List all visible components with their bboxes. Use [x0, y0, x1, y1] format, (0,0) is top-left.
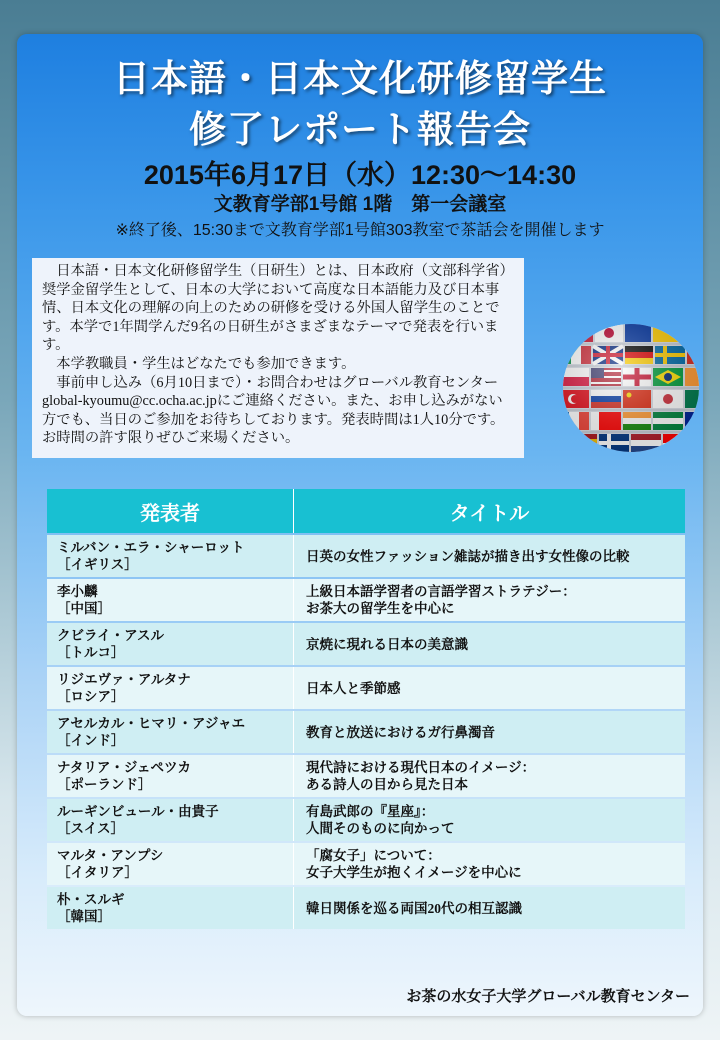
presentation-title: 「腐女子」について： [306, 848, 441, 863]
page-title-line1: 日本語・日本文化研修留学生 [113, 58, 607, 99]
description-paragraph-2: 本学教職員・学生はどなたでも参加できます。 [42, 355, 356, 372]
presentation-table [47, 487, 685, 931]
presenter-name: クビライ・アスル [57, 628, 165, 643]
presentation-title: 上級日本語学習者の言語学習ストラテジー： [306, 584, 576, 599]
event-venue: 文教育学部1号館 1階 第一会議室 [213, 194, 507, 215]
presentation-title: 韓日関係を巡る両国20代の相互認識 [306, 900, 522, 916]
table-row [47, 667, 685, 709]
presenter-column-header: 発表者 [47, 489, 293, 533]
presenter-name: マルタ・アンプシ [57, 848, 164, 863]
event-date: 2015年6月17日（水）12:30～14:30 [143, 160, 577, 190]
presentation-title: 現代詩における現代日本のイメージ： [306, 760, 536, 775]
table-row [47, 843, 685, 885]
presentation-subtitle: 女子大学生が抱くイメージを中心に [306, 865, 522, 880]
table-row [47, 579, 685, 621]
presenter-name: 李小麟 [57, 584, 98, 599]
table-row [47, 755, 685, 797]
table-row [47, 711, 685, 753]
table-row [47, 799, 685, 841]
presenter-country: ［イギリス］ [57, 557, 138, 572]
presenter-country: ［ロシア］ [57, 689, 125, 704]
page-title-line2: 修了レポート報告会 [189, 109, 531, 150]
presenter-name: アセルカル・ヒマリ・アジャエ [57, 716, 246, 731]
table-row [47, 623, 685, 665]
presentation-subtitle: お茶大の留学生を中心に [306, 601, 455, 616]
presentation-title: 教育と放送におけるガ行鼻濁音 [306, 724, 495, 740]
presenter-name: ナタリア・ジェペツカ [57, 760, 192, 775]
table-header-row [47, 489, 685, 533]
presenter-country: ［スイス］ [57, 821, 125, 836]
presenter-name: 朴・スルギ [57, 892, 125, 907]
presentation-title: 有島武郎の『星座』： [306, 804, 435, 819]
presenter-country: ［中国］ [57, 601, 111, 616]
table-row [47, 887, 685, 929]
table-row [47, 535, 685, 577]
presenter-country: ［トルコ］ [57, 645, 125, 660]
presenter-country: ［韓国］ [57, 909, 111, 924]
presenter-name: リジエヴァ・アルタナ [57, 672, 191, 687]
organizer-footer: お茶の水女子大学グローバル教育センター [406, 989, 690, 1005]
presenter-name: ミルバン・エラ・シャーロット [57, 540, 245, 555]
title-column-header: タイトル [293, 489, 685, 533]
presentation-subtitle: 人間そのものに向かって [306, 821, 455, 836]
presenter-country: ［イタリア］ [57, 865, 138, 880]
presentation-title: 日本人と季節感 [306, 680, 401, 696]
tea-party-note: ※終了後、15:30まで文教育学部1号館303教室で茶話会を開催します [115, 222, 605, 239]
globe-of-flags-icon [557, 318, 705, 458]
presentation-title: 京焼に現れる日本の美意識 [306, 636, 468, 652]
description-box [32, 258, 524, 458]
presenter-name: ルーギンビュール・由貴子 [57, 804, 219, 819]
presentation-subtitle: ある詩人の目から見た日本 [306, 777, 468, 792]
presenter-country: ［インド］ [57, 733, 125, 748]
description-paragraph-3: 事前申し込み（6月10日まで）・お問合わせはグローバル教育センター global-kyoumu@cc.ocha.ac.jpにご連絡ください。また、お申し込みがない方でも、当日のご参加をお待ちしております。発表時間は1人10分です。お時間の許す限りぜひご来場ください。 [42, 374, 505, 447]
presenter-country: ［ポーランド］ [57, 777, 152, 792]
description-paragraph-1: 日本語・日本文化研修留学生（日研生）とは、日本政府（文部科学省）奨学金留学生として、日本の大学において高度な日本語能力及び日本事情、日本文化の理解の向上のための研修を受ける外国人留学生のことです。本学で1年間学んだ9名の日研生がさまざまなテーマで発表を行います。 [42, 263, 514, 354]
presentation-title: 日英の女性ファッション雑誌が描き出す女性像の比較 [306, 548, 630, 564]
